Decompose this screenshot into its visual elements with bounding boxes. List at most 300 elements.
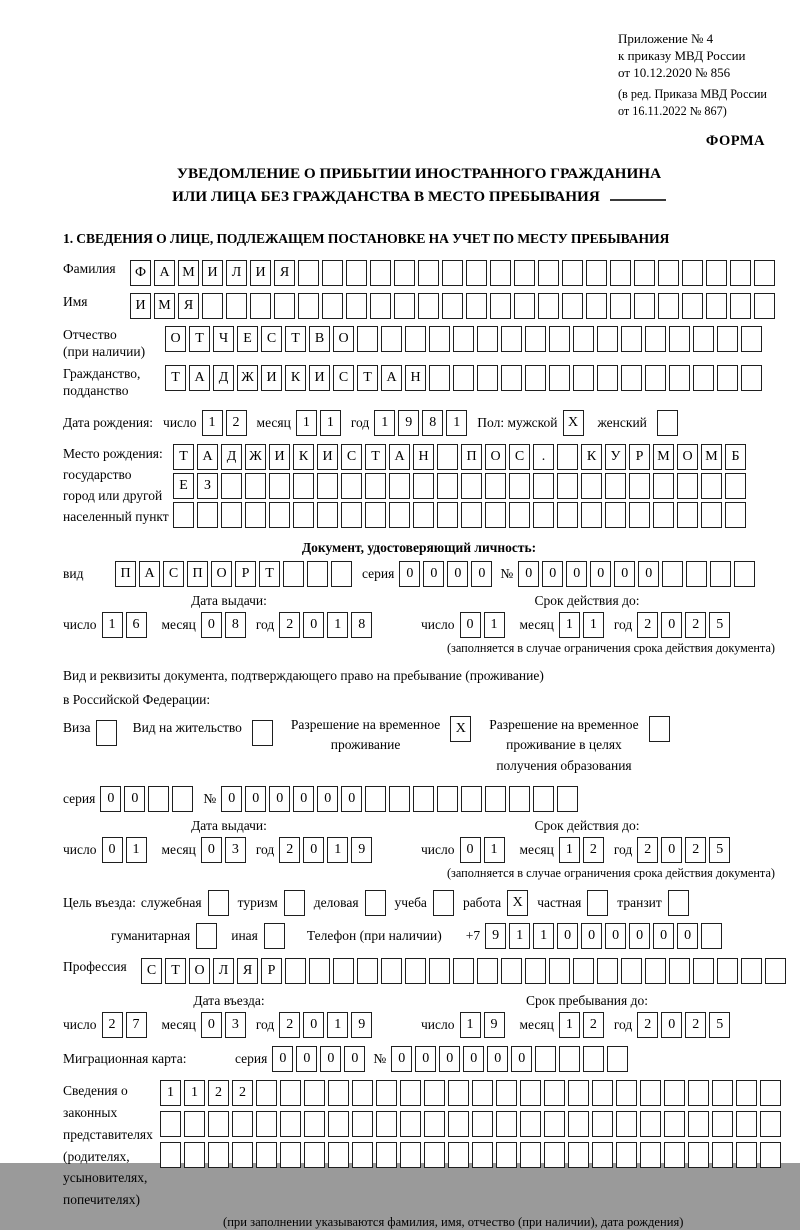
char-box[interactable]: 0 — [303, 612, 324, 638]
char-box[interactable]: С — [163, 561, 184, 587]
char-box[interactable]: 0 — [293, 786, 314, 812]
char-box[interactable]: А — [154, 260, 175, 286]
char-box[interactable] — [376, 1111, 397, 1137]
char-box[interactable]: Ж — [245, 444, 266, 470]
char-box[interactable] — [616, 1111, 637, 1137]
char-box[interactable]: Т — [189, 326, 210, 352]
char-box[interactable]: 8 — [225, 612, 246, 638]
char-box[interactable]: 1 — [583, 612, 604, 638]
char-box[interactable]: Т — [365, 444, 386, 470]
char-box[interactable]: О — [333, 326, 354, 352]
char-box[interactable]: 1 — [446, 410, 467, 436]
char-box[interactable] — [298, 260, 319, 286]
char-box[interactable] — [496, 1111, 517, 1137]
char-box[interactable] — [304, 1080, 325, 1106]
char-box[interactable]: 0 — [272, 1046, 293, 1072]
char-box[interactable] — [389, 502, 410, 528]
char-box[interactable] — [509, 473, 530, 499]
char-box[interactable] — [429, 326, 450, 352]
char-box[interactable]: 0 — [100, 786, 121, 812]
char-box[interactable] — [448, 1111, 469, 1137]
purpose-transit-checkbox[interactable] — [662, 890, 689, 916]
char-box[interactable] — [307, 561, 328, 587]
char-box[interactable] — [682, 260, 703, 286]
char-box[interactable] — [616, 1142, 637, 1168]
birth-place-row3-boxes[interactable] — [173, 502, 746, 528]
char-box[interactable] — [197, 502, 218, 528]
char-box[interactable] — [365, 473, 386, 499]
char-box[interactable]: 8 — [351, 612, 372, 638]
char-box[interactable]: 0 — [566, 561, 587, 587]
char-box[interactable] — [712, 1080, 733, 1106]
char-box[interactable] — [346, 260, 367, 286]
char-box[interactable] — [394, 260, 415, 286]
char-box[interactable] — [328, 1111, 349, 1137]
char-box[interactable] — [592, 1080, 613, 1106]
char-box[interactable]: 1 — [484, 837, 505, 863]
char-box[interactable]: К — [581, 444, 602, 470]
char-box[interactable] — [549, 326, 570, 352]
char-box[interactable] — [629, 473, 650, 499]
char-box[interactable] — [557, 444, 578, 470]
char-box[interactable]: 9 — [485, 923, 506, 949]
char-box[interactable]: Е — [237, 326, 258, 352]
char-box[interactable] — [634, 293, 655, 319]
char-box[interactable]: 0 — [487, 1046, 508, 1072]
char-box[interactable] — [677, 502, 698, 528]
char-box[interactable]: Т — [173, 444, 194, 470]
char-box[interactable] — [221, 502, 242, 528]
char-box[interactable] — [381, 958, 402, 984]
char-box[interactable] — [405, 326, 426, 352]
char-box[interactable] — [400, 1111, 421, 1137]
char-box[interactable] — [365, 502, 386, 528]
char-box[interactable] — [520, 1080, 541, 1106]
char-box[interactable] — [453, 326, 474, 352]
char-box[interactable] — [544, 1111, 565, 1137]
char-box[interactable] — [568, 1111, 589, 1137]
char-box[interactable]: 0 — [201, 1012, 222, 1038]
char-box[interactable]: 1 — [320, 410, 341, 436]
char-box[interactable] — [322, 293, 343, 319]
char-box[interactable]: 2 — [637, 612, 658, 638]
char-box[interactable]: К — [293, 444, 314, 470]
char-box[interactable] — [717, 958, 738, 984]
char-box[interactable]: 0 — [557, 923, 578, 949]
char-box[interactable]: 1 — [327, 612, 348, 638]
char-box[interactable] — [437, 502, 458, 528]
residence-issue-day-boxes[interactable] — [102, 837, 147, 863]
char-box[interactable] — [736, 1111, 757, 1137]
char-box[interactable]: К — [285, 365, 306, 391]
char-box[interactable] — [586, 293, 607, 319]
char-box[interactable]: 2 — [637, 837, 658, 863]
char-box[interactable]: 2 — [226, 410, 247, 436]
char-box[interactable]: 0 — [542, 561, 563, 587]
stay-year-boxes[interactable] — [637, 1012, 730, 1038]
char-box[interactable] — [557, 786, 578, 812]
char-box[interactable]: 2 — [102, 1012, 123, 1038]
stay-month-boxes[interactable] — [559, 1012, 604, 1038]
char-box[interactable] — [461, 473, 482, 499]
char-box[interactable] — [280, 1111, 301, 1137]
residence-number-boxes[interactable] — [221, 786, 578, 812]
residence-issue-month-boxes[interactable] — [201, 837, 246, 863]
char-box[interactable]: 0 — [296, 1046, 317, 1072]
gender-male-checkbox[interactable] — [563, 410, 584, 436]
char-box[interactable] — [317, 502, 338, 528]
char-box[interactable]: 2 — [685, 612, 706, 638]
char-box[interactable] — [405, 958, 426, 984]
char-box[interactable] — [309, 958, 330, 984]
char-box[interactable]: 1 — [202, 410, 223, 436]
char-box[interactable]: 0 — [439, 1046, 460, 1072]
char-box[interactable] — [573, 958, 594, 984]
char-box[interactable] — [485, 502, 506, 528]
char-box[interactable] — [280, 1142, 301, 1168]
char-box[interactable] — [269, 473, 290, 499]
char-box[interactable] — [322, 260, 343, 286]
char-box[interactable]: 2 — [685, 837, 706, 863]
migration-series-boxes[interactable] — [272, 1046, 365, 1072]
char-box[interactable] — [283, 561, 304, 587]
char-box[interactable] — [686, 561, 707, 587]
char-box[interactable] — [730, 293, 751, 319]
issue-month-boxes[interactable] — [201, 612, 246, 638]
char-box[interactable]: С — [509, 444, 530, 470]
char-box[interactable] — [376, 1080, 397, 1106]
char-box[interactable]: 0 — [447, 561, 468, 587]
entry-day-boxes[interactable] — [102, 1012, 147, 1038]
char-box[interactable] — [730, 260, 751, 286]
char-box[interactable]: . — [533, 444, 554, 470]
residence-issue-year-boxes[interactable] — [279, 837, 372, 863]
char-box[interactable]: 1 — [296, 410, 317, 436]
char-box[interactable]: 0 — [245, 786, 266, 812]
char-box[interactable]: 2 — [279, 1012, 300, 1038]
char-box[interactable] — [520, 1111, 541, 1137]
birth-place-row1-boxes[interactable] — [173, 444, 746, 470]
char-box[interactable] — [304, 1111, 325, 1137]
residence-permit-checkbox[interactable] — [252, 719, 273, 746]
char-box[interactable] — [535, 1046, 556, 1072]
char-box[interactable] — [741, 365, 762, 391]
char-box[interactable] — [284, 890, 305, 916]
char-box[interactable] — [706, 260, 727, 286]
char-box[interactable] — [653, 473, 674, 499]
char-box[interactable]: 0 — [661, 837, 682, 863]
doc-kind-boxes[interactable] — [115, 561, 352, 587]
char-box[interactable] — [418, 260, 439, 286]
purpose-work-checkbox[interactable] — [501, 890, 528, 916]
char-box[interactable] — [245, 502, 266, 528]
char-box[interactable] — [472, 1111, 493, 1137]
char-box[interactable] — [490, 293, 511, 319]
char-box[interactable]: 9 — [484, 1012, 505, 1038]
char-box[interactable]: А — [389, 444, 410, 470]
char-box[interactable] — [754, 293, 775, 319]
char-box[interactable] — [525, 326, 546, 352]
entry-year-boxes[interactable] — [279, 1012, 372, 1038]
char-box[interactable] — [226, 293, 247, 319]
char-box[interactable] — [437, 473, 458, 499]
char-box[interactable]: О — [677, 444, 698, 470]
char-box[interactable] — [557, 502, 578, 528]
char-box[interactable] — [760, 1080, 781, 1106]
char-box[interactable] — [477, 326, 498, 352]
char-box[interactable] — [559, 1046, 580, 1072]
char-box[interactable]: X — [507, 890, 528, 916]
char-box[interactable]: 0 — [391, 1046, 412, 1072]
char-box[interactable] — [413, 786, 434, 812]
char-box[interactable] — [256, 1111, 277, 1137]
char-box[interactable]: 1 — [374, 410, 395, 436]
char-box[interactable] — [668, 890, 689, 916]
char-box[interactable]: X — [563, 410, 584, 436]
char-box[interactable]: А — [189, 365, 210, 391]
residence-valid-month-boxes[interactable] — [559, 837, 604, 863]
char-box[interactable] — [418, 293, 439, 319]
purpose-study-checkbox[interactable] — [427, 890, 454, 916]
valid-month-boxes[interactable] — [559, 612, 604, 638]
char-box[interactable]: Т — [165, 365, 186, 391]
char-box[interactable] — [736, 1080, 757, 1106]
char-box[interactable] — [453, 365, 474, 391]
char-box[interactable] — [557, 473, 578, 499]
char-box[interactable] — [581, 473, 602, 499]
char-box[interactable] — [701, 502, 722, 528]
char-box[interactable]: 9 — [398, 410, 419, 436]
char-box[interactable]: Т — [165, 958, 186, 984]
char-box[interactable]: 3 — [225, 837, 246, 863]
char-box[interactable] — [352, 1142, 373, 1168]
purpose-humanitarian-checkbox[interactable] — [190, 923, 217, 949]
char-box[interactable]: Б — [725, 444, 746, 470]
char-box[interactable] — [693, 365, 714, 391]
doc-number-boxes[interactable] — [518, 561, 755, 587]
char-box[interactable] — [429, 958, 450, 984]
char-box[interactable]: 0 — [269, 786, 290, 812]
char-box[interactable] — [717, 326, 738, 352]
char-box[interactable]: 0 — [511, 1046, 532, 1072]
char-box[interactable]: 5 — [709, 1012, 730, 1038]
char-box[interactable]: 0 — [201, 837, 222, 863]
char-box[interactable] — [245, 473, 266, 499]
char-box[interactable]: 0 — [638, 561, 659, 587]
char-box[interactable] — [701, 923, 722, 949]
issue-day-boxes[interactable] — [102, 612, 147, 638]
char-box[interactable] — [587, 890, 608, 916]
char-box[interactable] — [562, 293, 583, 319]
char-box[interactable]: Е — [173, 473, 194, 499]
char-box[interactable] — [437, 444, 458, 470]
char-box[interactable] — [184, 1111, 205, 1137]
char-box[interactable] — [533, 473, 554, 499]
char-box[interactable] — [658, 260, 679, 286]
char-box[interactable]: 1 — [126, 837, 147, 863]
char-box[interactable]: 1 — [559, 1012, 580, 1038]
char-box[interactable] — [597, 958, 618, 984]
char-box[interactable] — [634, 260, 655, 286]
birth-month-boxes[interactable] — [296, 410, 341, 436]
char-box[interactable] — [202, 293, 223, 319]
char-box[interactable]: X — [450, 716, 471, 742]
char-box[interactable]: 0 — [629, 923, 650, 949]
char-box[interactable]: О — [211, 561, 232, 587]
char-box[interactable] — [645, 958, 666, 984]
char-box[interactable] — [381, 326, 402, 352]
char-box[interactable]: Ч — [213, 326, 234, 352]
char-box[interactable]: 1 — [460, 1012, 481, 1038]
char-box[interactable] — [629, 502, 650, 528]
char-box[interactable] — [736, 1142, 757, 1168]
char-box[interactable] — [514, 260, 535, 286]
char-box[interactable] — [280, 1080, 301, 1106]
char-box[interactable]: 0 — [518, 561, 539, 587]
char-box[interactable] — [357, 958, 378, 984]
residence-series-boxes[interactable] — [100, 786, 193, 812]
char-box[interactable] — [485, 786, 506, 812]
char-box[interactable]: 0 — [303, 1012, 324, 1038]
char-box[interactable] — [640, 1080, 661, 1106]
char-box[interactable] — [317, 473, 338, 499]
char-box[interactable]: Я — [237, 958, 258, 984]
char-box[interactable]: 1 — [509, 923, 530, 949]
char-box[interactable]: 9 — [351, 1012, 372, 1038]
char-box[interactable]: С — [141, 958, 162, 984]
gender-female-checkbox[interactable] — [657, 410, 678, 436]
char-box[interactable]: Т — [285, 326, 306, 352]
entry-month-boxes[interactable] — [201, 1012, 246, 1038]
char-box[interactable] — [649, 716, 670, 742]
char-box[interactable]: С — [261, 326, 282, 352]
char-box[interactable] — [568, 1142, 589, 1168]
char-box[interactable]: 2 — [583, 837, 604, 863]
char-box[interactable]: 0 — [661, 1012, 682, 1038]
char-box[interactable]: 0 — [399, 561, 420, 587]
char-box[interactable] — [429, 365, 450, 391]
char-box[interactable] — [669, 958, 690, 984]
char-box[interactable]: 2 — [279, 612, 300, 638]
char-box[interactable]: 0 — [463, 1046, 484, 1072]
char-box[interactable] — [693, 326, 714, 352]
char-box[interactable]: 0 — [614, 561, 635, 587]
char-box[interactable] — [172, 786, 193, 812]
char-box[interactable]: 0 — [102, 837, 123, 863]
char-box[interactable] — [573, 326, 594, 352]
valid-year-boxes[interactable] — [637, 612, 730, 638]
char-box[interactable] — [400, 1080, 421, 1106]
char-box[interactable]: 1 — [160, 1080, 181, 1106]
char-box[interactable]: П — [461, 444, 482, 470]
char-box[interactable] — [525, 958, 546, 984]
purpose-tourism-checkbox[interactable] — [278, 890, 305, 916]
char-box[interactable] — [413, 473, 434, 499]
birth-place-row2-boxes[interactable] — [173, 473, 746, 499]
char-box[interactable] — [605, 473, 626, 499]
char-box[interactable] — [645, 326, 666, 352]
char-box[interactable] — [477, 958, 498, 984]
char-box[interactable]: 0 — [471, 561, 492, 587]
char-box[interactable] — [328, 1080, 349, 1106]
char-box[interactable] — [424, 1142, 445, 1168]
char-box[interactable] — [765, 958, 786, 984]
birth-year-boxes[interactable] — [374, 410, 467, 436]
char-box[interactable]: 0 — [317, 786, 338, 812]
surname-boxes[interactable] — [130, 260, 775, 286]
char-box[interactable]: М — [178, 260, 199, 286]
char-box[interactable] — [677, 473, 698, 499]
representatives-row3-boxes[interactable] — [160, 1142, 781, 1168]
char-box[interactable] — [461, 502, 482, 528]
char-box[interactable]: 0 — [320, 1046, 341, 1072]
char-box[interactable] — [232, 1111, 253, 1137]
char-box[interactable] — [196, 923, 217, 949]
char-box[interactable] — [669, 326, 690, 352]
char-box[interactable] — [424, 1111, 445, 1137]
char-box[interactable]: Ф — [130, 260, 151, 286]
migration-number-boxes[interactable] — [391, 1046, 628, 1072]
char-box[interactable] — [544, 1080, 565, 1106]
char-box[interactable]: 1 — [559, 837, 580, 863]
char-box[interactable] — [442, 260, 463, 286]
char-box[interactable]: А — [197, 444, 218, 470]
char-box[interactable] — [688, 1080, 709, 1106]
char-box[interactable] — [433, 890, 454, 916]
issue-year-boxes[interactable] — [279, 612, 372, 638]
valid-day-boxes[interactable] — [460, 612, 505, 638]
purpose-business-checkbox[interactable] — [359, 890, 386, 916]
char-box[interactable] — [538, 260, 559, 286]
char-box[interactable]: 0 — [201, 612, 222, 638]
char-box[interactable] — [621, 958, 642, 984]
char-box[interactable]: 0 — [460, 837, 481, 863]
char-box[interactable]: О — [485, 444, 506, 470]
char-box[interactable]: Я — [178, 293, 199, 319]
char-box[interactable] — [640, 1111, 661, 1137]
representatives-row1-boxes[interactable] — [160, 1080, 781, 1106]
char-box[interactable] — [400, 1142, 421, 1168]
char-box[interactable] — [586, 260, 607, 286]
char-box[interactable] — [232, 1142, 253, 1168]
char-box[interactable]: 1 — [533, 923, 554, 949]
given-name-boxes[interactable] — [130, 293, 775, 319]
char-box[interactable]: А — [139, 561, 160, 587]
char-box[interactable] — [490, 260, 511, 286]
char-box[interactable] — [662, 561, 683, 587]
char-box[interactable] — [509, 786, 530, 812]
char-box[interactable] — [610, 293, 631, 319]
char-box[interactable] — [477, 365, 498, 391]
char-box[interactable] — [701, 473, 722, 499]
char-box[interactable] — [389, 473, 410, 499]
char-box[interactable] — [754, 260, 775, 286]
char-box[interactable] — [293, 473, 314, 499]
char-box[interactable]: 0 — [423, 561, 444, 587]
char-box[interactable] — [621, 365, 642, 391]
char-box[interactable] — [605, 502, 626, 528]
char-box[interactable]: 0 — [341, 786, 362, 812]
char-box[interactable] — [725, 473, 746, 499]
char-box[interactable] — [333, 958, 354, 984]
char-box[interactable] — [96, 720, 117, 746]
char-box[interactable]: У — [605, 444, 626, 470]
char-box[interactable] — [610, 260, 631, 286]
stay-day-boxes[interactable] — [460, 1012, 505, 1038]
char-box[interactable] — [514, 293, 535, 319]
char-box[interactable] — [252, 720, 273, 746]
char-box[interactable] — [501, 958, 522, 984]
